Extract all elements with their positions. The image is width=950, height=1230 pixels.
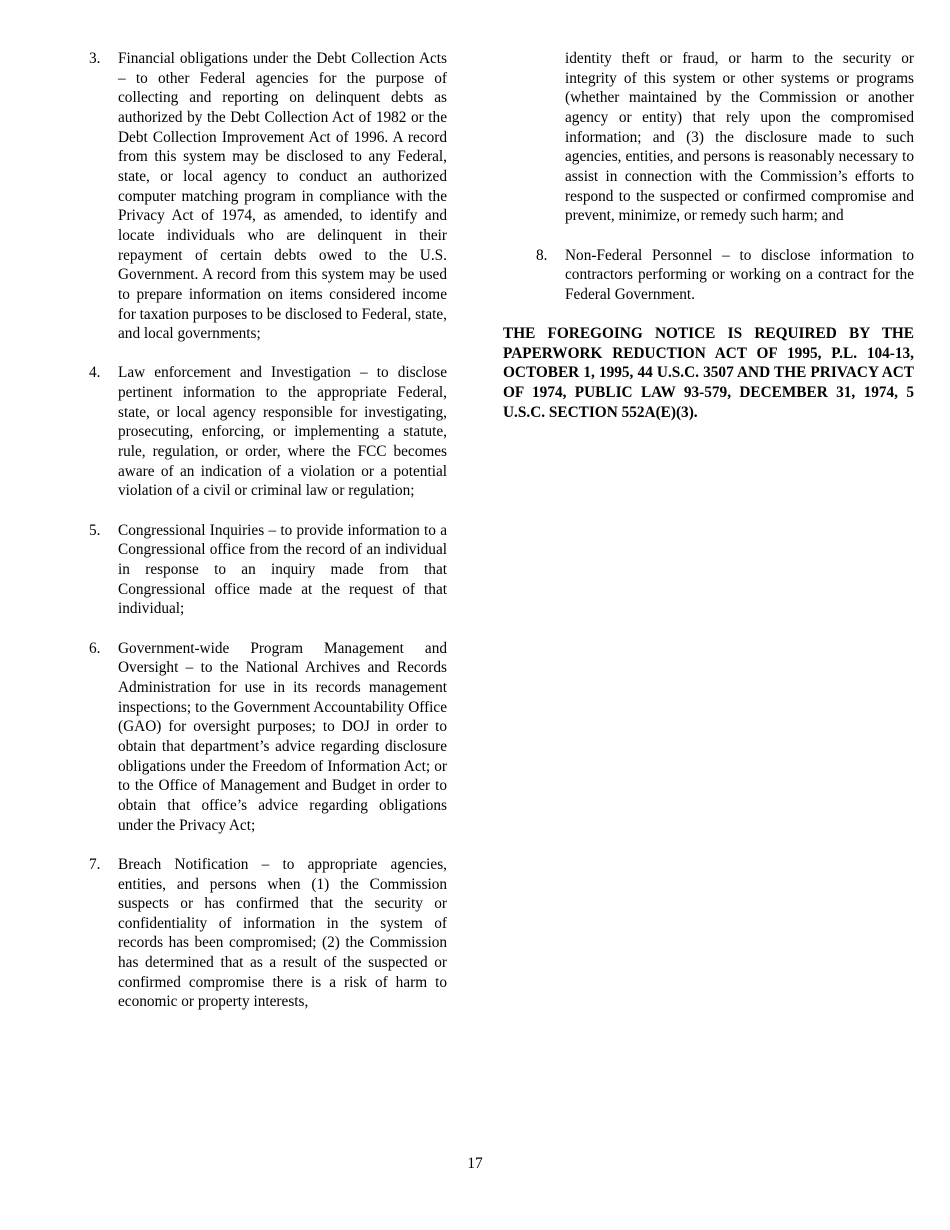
list-item-number: 4. xyxy=(89,364,101,382)
list-item-6 xyxy=(89,639,447,836)
list-item-number: 6. xyxy=(89,639,101,657)
list-item-text: Non-Federal Personnel – to disclose information to contractors performing or working on a contract for the Federal Government. xyxy=(565,246,914,303)
list-item-7-continuation: identity theft or fraud, or harm to the security or integrity of this system or other systems or programs (whether maintained by the Commission or another agency or entity) that rely upon the compromised information; and (3) the disclosure made to such agencies, entities, and persons is reasonably necessary to assist in connection with the Commission’s efforts to respond to the suspected or confirmed compromise and prevent, minimize, or remedy such harm; and xyxy=(565,50,914,225)
list-item-number: 7. xyxy=(89,855,101,873)
list-item-text: Congressional Inquiries – to provide information to a Congressional office from the record of an individual in response to an inquiry made from that Congressional office made at the request of that individual; xyxy=(118,521,447,618)
right-column xyxy=(503,49,914,422)
left-column xyxy=(89,49,447,1032)
list-item-number: 3. xyxy=(89,50,101,67)
list-item-5 xyxy=(89,521,447,619)
list-item-7 xyxy=(89,855,447,1012)
list-item-text: Government-wide Program Management and Oversight – to the National Archives and Records Administration for use in its records management inspections; to the Government Accountability Office (GAO) for oversight purposes; to DOJ in order to obtain that department’s advice regarding disclosure obligations under the Freedom of Information Act; or to the Office of Management and Budget in order to obtain that office’s advice regarding obligations under the Privacy Act; xyxy=(118,639,447,834)
list-item-8 xyxy=(503,246,914,305)
list-item-3 xyxy=(89,49,447,344)
list-item-number: 5. xyxy=(89,521,101,539)
list-item-number: 8. xyxy=(536,246,548,264)
list-item-text: Financial obligations under the Debt Collection Acts – to other Federal agencies for the purpose of collecting and reporting on delinquent debts as authorized by the Debt Collection Act of 1982 or the Debt Collection Improvement Act of 1996. A record from this system may be disclosed to any Federal, state, or local agency to conduct an authorized computer matching program in compliance with the Privacy Act of 1974, as amended, to identify and locate individuals who are delinquent in their repayment of certain debts owed to the U.S. Government. A record from this system may be used to prepare information on items considered income for taxation purposes to be disclosed to Federal, state, and local governments; xyxy=(118,50,447,343)
page-number: 17 xyxy=(467,1155,483,1172)
list-item-text: Breach Notification – to appropriate agencies, entities, and persons when (1) the Commission suspects or has confirmed that the security or confidentiality of information in the system of records has been compromised; (2) the Commission has determined that as a result of the suspected or confirmed compromise there is a risk of harm to economic or property interests, xyxy=(118,855,447,1011)
list-item-text: Law enforcement and Investigation – to disclose pertinent information to the appropriate Federal, state, or local agency responsible for investigating, prosecuting, enforcing, or implementing a statute, rule, regulation, or order, where the FCC becomes aware of an indication of a violation or a potential violation of a civil or criminal law or regulation; xyxy=(118,364,447,500)
legal-notice: THE FOREGOING NOTICE IS REQUIRED BY THE PAPERWORK REDUCTION ACT OF 1995, P.L. 104-13, OCTOBER 1, 1995, 44 U.S.C. 3507 AND THE PRIVACY ACT OF 1974, PUBLIC LAW 93-579, DECEMBER 31, 1974, 5 U.S.C. SECTION 552A(E)(3). xyxy=(503,325,914,421)
list-item-4 xyxy=(89,363,447,501)
